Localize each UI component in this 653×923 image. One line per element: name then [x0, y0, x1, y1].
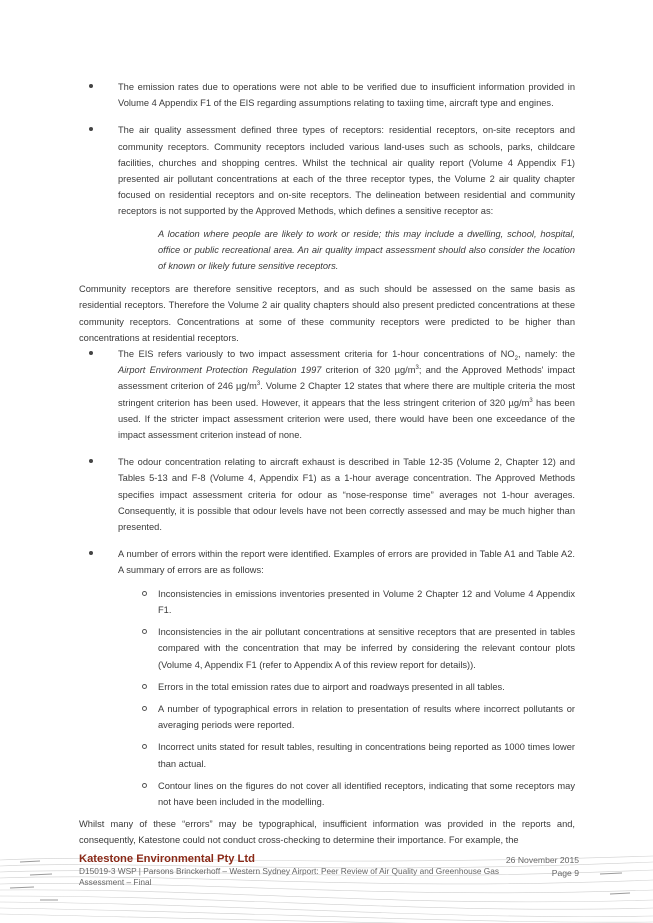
bullet-item: [79, 454, 575, 535]
sub-list-item: Inconsistencies in the air pollutant concentrations at sensitive receptors that are presented in tables compared with the concentration that may be inferred by considering the relevant contour plots (Volume 4, Appendix F1 (refer to Appendix A of this review report for details)).: [79, 624, 575, 673]
bullet-text: The air quality assessment defined three types of receptors: residential receptors, on-site receptors and community receptors. Community receptors included various land-uses such as schools, parks, childcare facilities, churches and shopping centres. Whilst the technical air quality report (Volume 4 Appendix F1) presented air pollutant concentrations at each of the three receptor types, the Volume 2 air quality chapter focused on residential receptors and on-site receptors. The delineation between residential and community receptors is not supported by the Approved Methods, which defines a sensitive receptor as:: [118, 125, 575, 217]
circle-bullet-icon: [142, 783, 147, 788]
circle-bullet-icon: [142, 629, 147, 634]
bullet-dot-icon: [89, 551, 93, 555]
block-quote: [158, 226, 575, 275]
circle-bullet-icon: [142, 706, 147, 711]
bullet-item: [79, 546, 575, 578]
bullet-item: [79, 122, 575, 219]
bullet-dot-icon: [89, 127, 93, 131]
circle-bullet-icon: [142, 591, 147, 596]
bullet-text: The odour concentration relating to aircraft exhaust is described in Table 12-35 (Volume 2, Chapter 12) and Tables 5-13 and F-8 (Volume 4, Appendix F1) as a 1-hour average concentration. The Approved Methods specifies impact assessment criteria for odour as “nose-response time” averages not 1-hour averages. Consequently, it is possible that odour levels have not been correctly assessed and may be much higher than presented.: [118, 457, 575, 533]
page-number: Page 9: [551, 868, 579, 878]
bullet-dot-icon: [89, 459, 93, 463]
footer-meta: [506, 854, 579, 880]
paragraph: Whilst many of these “errors” may be typographical, insufficient information was provided in the reports and, consequently, Katestone could not conduct cross-checking to determine their importance. For example, the: [79, 819, 575, 846]
bullet-dot-icon: [89, 84, 93, 88]
bullet-item: [79, 346, 575, 443]
sub-list-item: Inconsistencies in emissions inventories presented in Volume 2 Chapter 12 and Volume 4 Appendix F1.: [79, 586, 575, 618]
bullet-text: A number of errors within the report were identified. Examples of errors are provided in Table A1 and Table A2. A summary of errors are as follows:: [118, 549, 575, 576]
sub-list-item: Incorrect units stated for result tables, resulting in concentrations being reported as 1000 times lower than actual.: [79, 739, 575, 771]
bullet-item: [79, 79, 575, 111]
bullet-dot-icon: [89, 351, 93, 355]
quote-text: A location where people are likely to work or reside; this may include a dwelling, school, hospital, office or public recreational area. An air quality impact assessment should also consider the location of known or likely future sensitive receptors.: [158, 228, 575, 272]
sub-list-item: A number of typographical errors in relation to presentation of results where incorrect pollutants or averaging periods were reported.: [79, 701, 575, 733]
circle-bullet-icon: [142, 684, 147, 689]
document-date: 26 November 2015: [505, 855, 579, 865]
bullet-text: The EIS refers variously to two impact assessment criteria for 1-hour concentrations of $NO_2$, namely: the Airport Environment Protection Regulation 1997 criterion of 320 $\mu g/m^3$; and the Approved Methods' impact assessment criterion of 246 $\mu g/m^3$. Volume 2 Chapter 12 states that where there are multiple criteria the most stringent criterion has been used. However, it appears that the less stringent criterion of 320 $\mu g/m^3$ has been used. If the stricter impact assessment criterion were used, there would have been one exceedance of the impact assessment criterion instead of none.: [118, 349, 575, 441]
bullet-text: The emission rates due to operations were not able to be verified due to insufficient information provided in Volume 4 Appendix F1 of the EIS regarding assumptions relating to taxiing time, aircraft type and engines.: [118, 82, 575, 109]
sub-list-item: Contour lines on the figures do not cover all identified receptors, indicating that some receptors may not have been included in the modelling.: [79, 778, 575, 810]
company-name: Katestone Environmental Pty Ltd: [79, 853, 255, 865]
circle-bullet-icon: [142, 744, 147, 749]
paragraph: Community receptors are therefore sensitive receptors, and as such should be assessed on the same basis as residential receptors. Therefore the Volume 2 air quality chapters should also present predicted concentrations at these community receptors. Concentrations at some of these community receptors were predicted to be higher than concentrations at residential receptors.: [79, 284, 575, 343]
sub-list: [79, 586, 575, 810]
sub-list-item: Errors in the total emission rates due to airport and roadways presented in all tables.: [79, 679, 575, 695]
document-reference: D15019-3 WSP | Parsons Brinckerhoff – Western Sydney Airport: Peer Review of Air Quality and Greenhouse Gas Assessment – Final: [79, 866, 499, 887]
page-body: [79, 79, 575, 849]
page-footer: [79, 853, 579, 888]
